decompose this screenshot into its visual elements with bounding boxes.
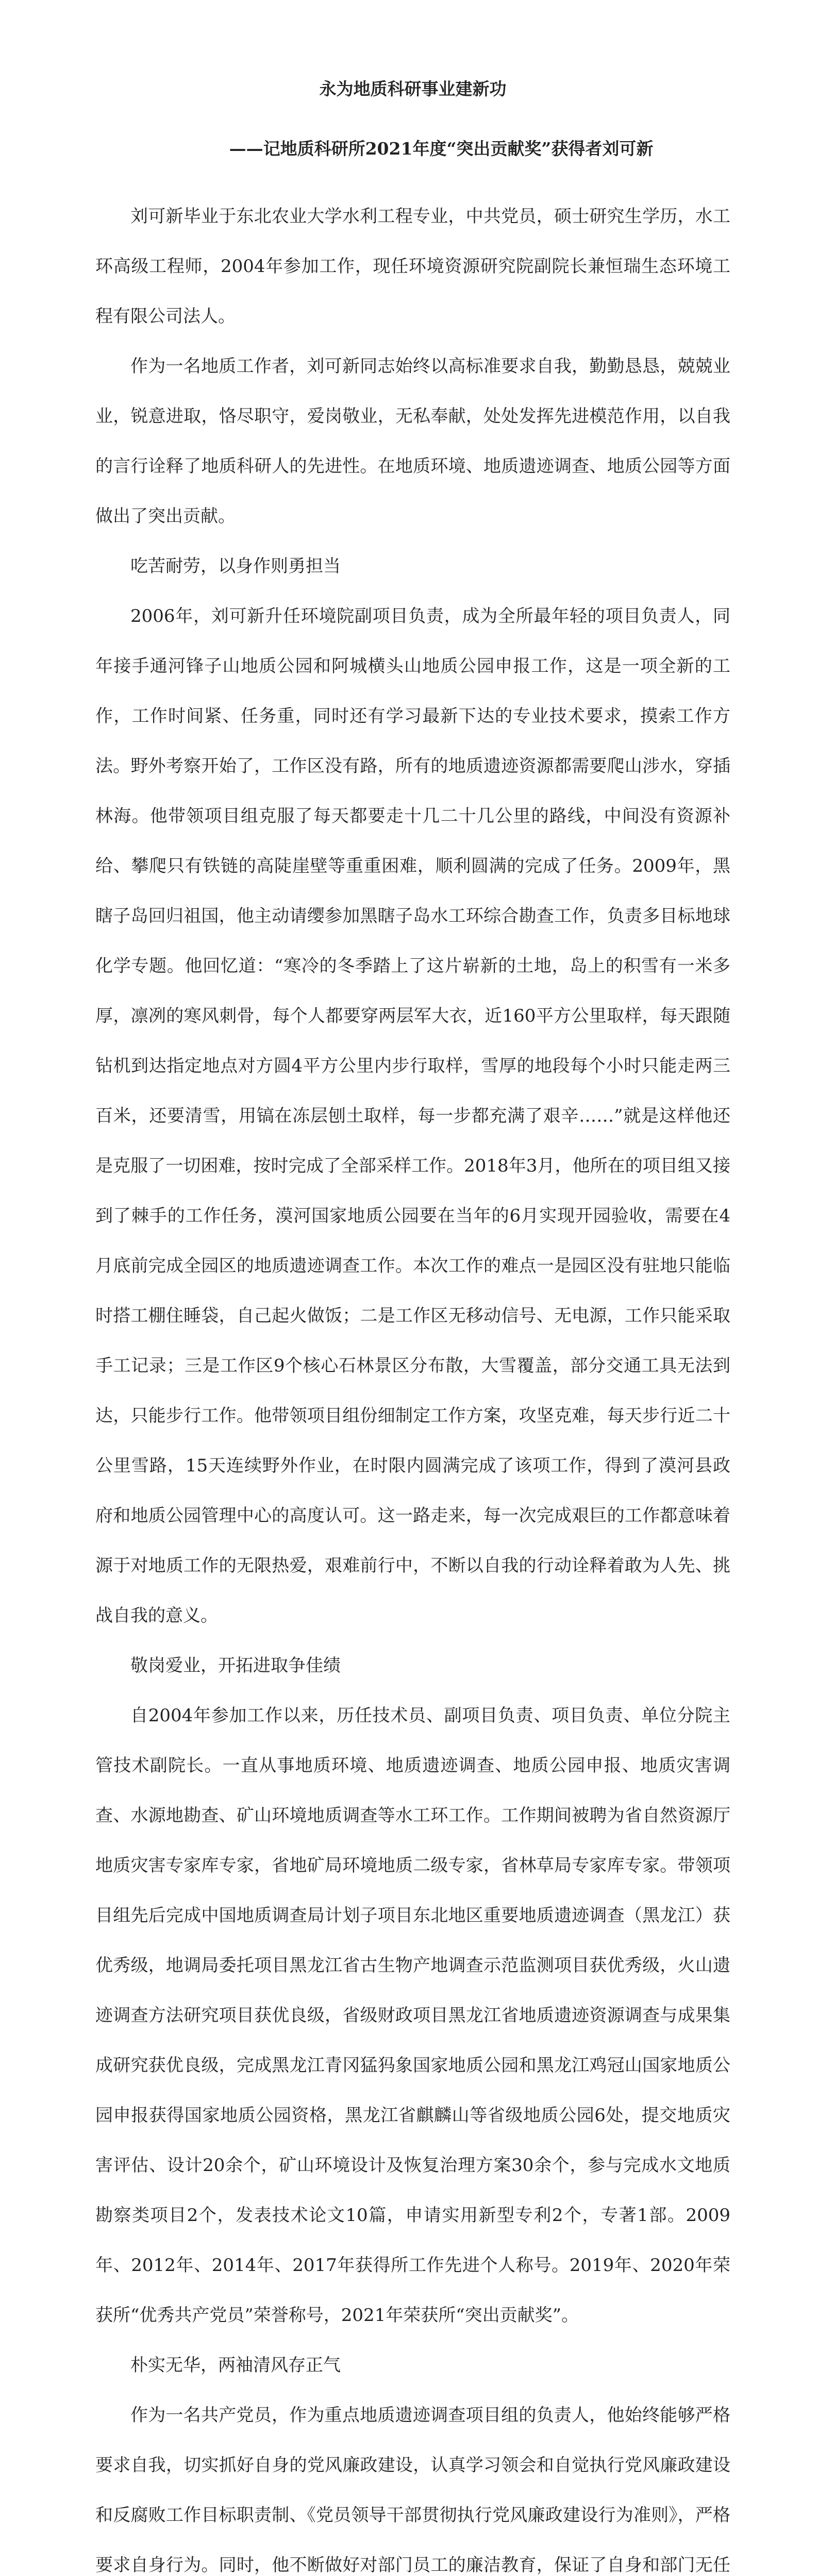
paragraph: 2006年，刘可新升任环境院副项目负责，成为全所最年轻的项目负责人，同年接手通河锋子山地质公园和阿城横头山地质公园申报工作，这是一项全新的工作，工作时间紧、任务重，同时还有学习最新下达的专业技术要求，摸索工作方法。野外考察开始了，工作区没有路，所有的地质遗迹资源都需要爬山涉水，穿插林海。他带领项目组克服了每天都要走十几二十几公里的路线，中间没有资源补给、攀爬只有铁链的高陡崖壁等重重困难，顺利圆满的完成了任务。2009年，黑瞎子岛回归祖国，他主动请缨参加黑瞎子岛水工环综合勘查工作，负责多目标地球化学专题。他回忆道：“寒冷的冬季踏上了这片崭新的土地，岛上的积雪有一米多厚，凛冽的寒风刺骨，每个人都要穿两层军大衣，近160平方公里取样，每天跟随钻机到达指定地点对方圆4平方公里内步行取样，雪厚的地段每个小时只能走两三百米，还要清雪，用镐在冻层刨土取样，每一步都充满了艰辛……”就是这样他还是克服了一切困难，按时完成了全部采样工作。2018年3月，他所在的项目组又接到了棘手的工作任务，漠河国家地质公园要在当年的6月实现开园验收，需要在4月底前完成全园区的地质遗迹调查工作。本次工作的难点一是园区没有驻地只能临时搭工棚住睡袋，自己起火做饭；二是工作区无移动信号、无电源，工作只能采取手工记录；三是工作区9个核心石林景区分布散，大雪覆盖，部分交通工具无法到达，只能步行工作。他带领项目组份细制定工作方案，攻坚克难，每天步行近二十公里雪路，15天连续野外作业，在时限内圆满完成了该项工作，得到了漠河县政府和地质公园管理中心的高度认可。这一路走来，每一次完成艰巨的工作都意味着源于对地质工作的无限热爱，艰难前行中，不断以自我的行动诠释着敢为人先、挑战自我的意义。 xyxy=(95,606,730,1626)
paragraph: 自2004年参加工作以来，历任技术员、副项目负责、项目负责、单位分院主管技术副院长。一直从事地质环境、地质遗迹调查、地质公园申报、地质灾害调查、水源地勘查、矿山环境地质调查等水工环工作。工作期间被聘为省自然资源厅地质灾害专家库专家，省地矿局环境地质二级专家，省林草局专家库专家。带领项目组先后完成中国地质调查局计划子项目东北地区重要地质遗迹调查（黑龙江）获优秀级，地调局委托项目黑龙江省古生物产地调查示范监测项目获优秀级，火山遗迹调查方法研究项目获优良级，省级财政项目黑龙江省地质遗迹资源调查与成果集成研究获优良级，完成黑龙江青冈猛犸象国家地质公园和黑龙江鸡冠山国家地质公园申报获得国家地质公园资格，黑龙江省麒麟山等省级地质公园6处，提交地质灾害评估、设计20余个，矿山环境设计及恢复治理方案30余个，参与完成水文地质勘察类项目2个，发表技术论文10篇，申请实用新型专利2个，专著1部。2009年、2012年、2014年、2017年获得所工作先进个人称号。2019年、2020年荣获所“优秀共产党员”荣誉称号，2021年荣获所“突出贡献奖”。 xyxy=(95,1705,730,2326)
section-heading: 朴实无华，两袖清风存正气 xyxy=(130,2355,341,2376)
paragraph: 作为一名地质工作者，刘可新同志始终以高标准要求自我，勤勤恳恳，兢兢业业，锐意进取，恪尽职守，爱岗敬业，无私奉献，处处发挥先进模范作用，以自我的言行诠释了地质科研人的先进性。在地质环境、地质遗迹调查、地质公园等方面做出了突出贡献。 xyxy=(95,356,730,527)
section-heading: 敬岗爱业，开拓进取争佳绩 xyxy=(130,1655,341,1676)
article-subtitle: ——记地质科研所2021年度“突出贡献奖”获得者刘可新 xyxy=(229,139,654,159)
paragraph: 刘可新毕业于东北农业大学水利工程专业，中共党员，硕士研究生学历，水工环高级工程师，2004年参加工作，现任环境资源研究院副院长兼恒瑞生态环境工程有限公司法人。 xyxy=(95,206,730,327)
section-heading: 吃苦耐劳，以身作则勇担当 xyxy=(130,556,341,577)
article-title: 永为地质科研事业建新功 xyxy=(319,79,507,99)
paragraph: 作为一名共产党员，作为重点地质遗迹调查项目组的负责人，他始终能够严格要求自我，切实抓好自身的党风廉政建设，认真学习领会和自觉执行党风廉政建设和反腐败工作目标职责制、《党员领导干部贯彻执行党风廉政建设行为准则》，严格要求自身行为。同时，他不断做好对部门员工的廉洁教育，保证了自身和部门无任 xyxy=(95,2405,730,2576)
